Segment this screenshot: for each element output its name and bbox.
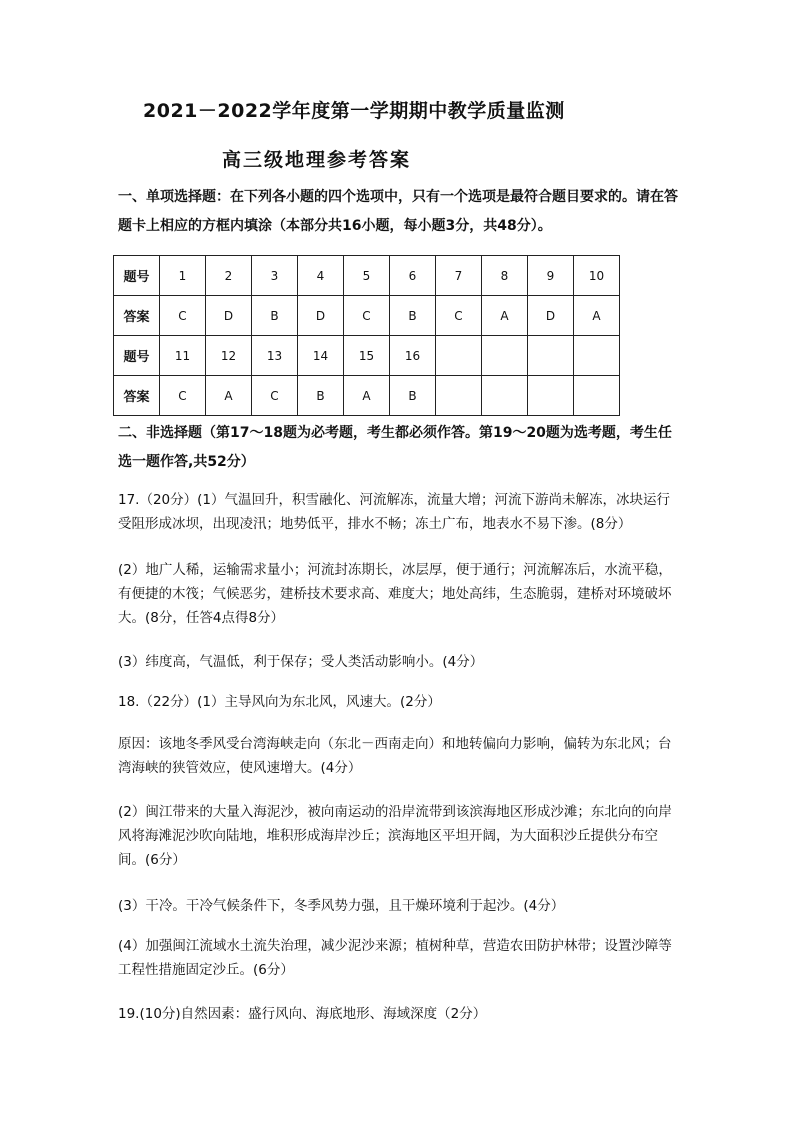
answer-cell: B: [252, 296, 298, 336]
question-number: 7: [436, 256, 482, 296]
question-number: 12: [206, 336, 252, 376]
question-number: 16: [390, 336, 436, 376]
question-number: 3: [252, 256, 298, 296]
answer-cell: C: [160, 376, 206, 416]
table-row: [114, 376, 620, 416]
answer-cell: A: [344, 376, 390, 416]
answer-cell: D: [528, 296, 574, 336]
question-number: 9: [528, 256, 574, 296]
table-row: [114, 256, 620, 296]
question-number: 4: [298, 256, 344, 296]
answer-cell: A: [574, 296, 620, 336]
answer-cell: A: [206, 376, 252, 416]
answer-cell: C: [160, 296, 206, 336]
question-label: 题号: [114, 256, 160, 296]
question-number: [528, 336, 574, 376]
table-row: [114, 296, 620, 336]
answer-cell: D: [298, 296, 344, 336]
answer-18-2: (2）闽江带来的大量入海泥沙，被向南运动的沿岸流带到该滨海地区形成沙滩；东北向的向岸风将海滩泥沙吹向陆地，堆积形成海岸沙丘；滨海地区平坦开阔，为大面积沙丘提供分布空间。(6分）: [118, 804, 672, 868]
answer-18-1: 18.（22分）(1）主导风向为东北风，风速大。(2分）: [118, 694, 441, 710]
question-label: 题号: [114, 336, 160, 376]
answer-18-reason: 原因：该地冬季风受台湾海峡走向（东北－西南走向）和地转偏向力影响，偏转为东北风；台湾海峡的狭管效应，使风速增大。(4分）: [118, 736, 672, 776]
answer-label: 答案: [114, 376, 160, 416]
answer-cell: [436, 376, 482, 416]
question-number: 1: [160, 256, 206, 296]
answer-18-3: (3）干冷。干冷气候条件下，冬季风势力强，且干燥环境利于起沙。(4分）: [118, 898, 565, 914]
answer-cell: [482, 376, 528, 416]
section-1-heading: 一、单项选择题：在下列各小题的四个选项中，只有一个选项是最符合题目要求的。请在答题卡上相应的方框内填涂（本部分共16小题，每小题3分，共48分）。: [118, 189, 678, 234]
answer-table: [113, 255, 620, 416]
answer-cell: B: [298, 376, 344, 416]
question-number: 15: [344, 336, 390, 376]
answer-17-3: (3）纬度高，气温低，利于保存；受人类活动影响小。(4分）: [118, 654, 484, 670]
question-number: 8: [482, 256, 528, 296]
answer-17-2: (2）地广人稀，运输需求量小；河流封冻期长，冰层厚，便于通行；河流解冻后，水流平稳，有便捷的木筏；气候恶劣，建桥技术要求高、难度大；地处高纬，生态脆弱，建桥对环境破坏大。(8分，任答4点得8分）: [118, 562, 672, 626]
question-number: 14: [298, 336, 344, 376]
answer-cell: C: [344, 296, 390, 336]
answer-17-1: 17.（20分）(1）气温回升，积雪融化、河流解冻，流量大增；河流下游尚未解冻，冰块运行受阻形成冰坝，出现凌汛；地势低平，排水不畅；冻土广布，地表水不易下渗。(8分）: [118, 492, 671, 532]
question-number: 2: [206, 256, 252, 296]
question-number: 5: [344, 256, 390, 296]
question-number: [436, 336, 482, 376]
document-subtitle: 高三级地理参考答案: [222, 149, 412, 171]
answer-label: 答案: [114, 296, 160, 336]
answer-cell: C: [252, 376, 298, 416]
section-2-heading: 二、非选择题（第17～18题为必考题，考生都必须作答。第19～20题为选考题，考生任选一题作答,共52分）: [118, 425, 672, 470]
table-row: [114, 336, 620, 376]
question-number: 11: [160, 336, 206, 376]
question-number: [482, 336, 528, 376]
answer-cell: A: [482, 296, 528, 336]
question-number: [574, 336, 620, 376]
answer-cell: [574, 376, 620, 416]
question-number: 10: [574, 256, 620, 296]
question-number: 6: [390, 256, 436, 296]
answer-cell: B: [390, 296, 436, 336]
answer-cell: C: [436, 296, 482, 336]
answer-cell: B: [390, 376, 436, 416]
question-number: 13: [252, 336, 298, 376]
document-title: 2021－2022学年度第一学期期中教学质量监测: [143, 100, 565, 122]
answer-19: 19.(10分)自然因素：盛行风向、海底地形、海域深度（2分）: [118, 1006, 487, 1022]
answer-cell: D: [206, 296, 252, 336]
answer-18-4: (4）加强闽江流域水土流失治理，减少泥沙来源；植树种草，营造农田防护林带；设置沙障等工程性措施固定沙丘。(6分）: [118, 938, 672, 978]
answer-cell: [528, 376, 574, 416]
